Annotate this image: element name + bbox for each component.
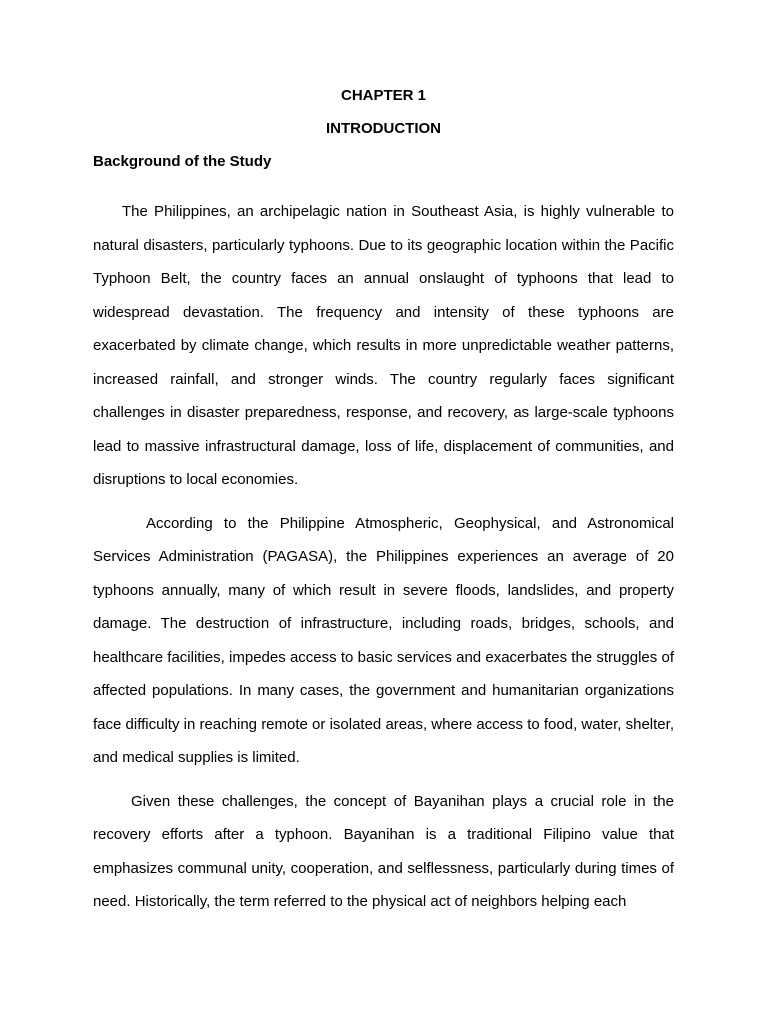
section-title: Background of the Study xyxy=(93,153,272,170)
body-paragraph-1: The Philippines, an archipelagic nation in Southeast Asia, is highly vulnerable to natural disasters, particularly typhoons. Due to its geographic location within the Pacific Typhoon Belt, the country faces an annual onslaught of typhoons that lead to widespread devastation. The frequency and intensity of these typhoons are exacerbated by climate change, which results in more unpredictable weather patterns, increased rainfall, and stronger winds. The country regularly faces significant challenges in disaster preparedness, response, and recovery, as large-scale typhoons lead to massive infrastructural damage, loss of life, displacement of communities, and disruptions to local economies. xyxy=(93,203,674,488)
document-page xyxy=(93,84,674,919)
body-paragraph-2: According to the Philippine Atmospheric, Geophysical, and Astronomical Services Administration (PAGASA), the Philippines experiences an average of 20 typhoons annually, many of which result in severe floods, landslides, and property damage. The destruction of infrastructure, including roads, bridges, schools, and healthcare facilities, impedes access to basic services and exacerbates the struggles of affected populations. In many cases, the government and humanitarian organizations face difficulty in reaching remote or isolated areas, where access to food, water, shelter, and medical supplies is limited. xyxy=(93,514,674,766)
chapter-title: INTRODUCTION xyxy=(326,120,441,137)
chapter-number: CHAPTER 1 xyxy=(340,87,426,104)
body-paragraph-3: Given these challenges, the concept of Bayanihan plays a crucial role in the recovery efforts after a typhoon. Bayanihan is a traditional Filipino value that emphasizes communal unity, cooperation, and selflessness, particularly during times of need. Historically, the term referred to the physical act of neighbors helping each xyxy=(93,792,674,910)
